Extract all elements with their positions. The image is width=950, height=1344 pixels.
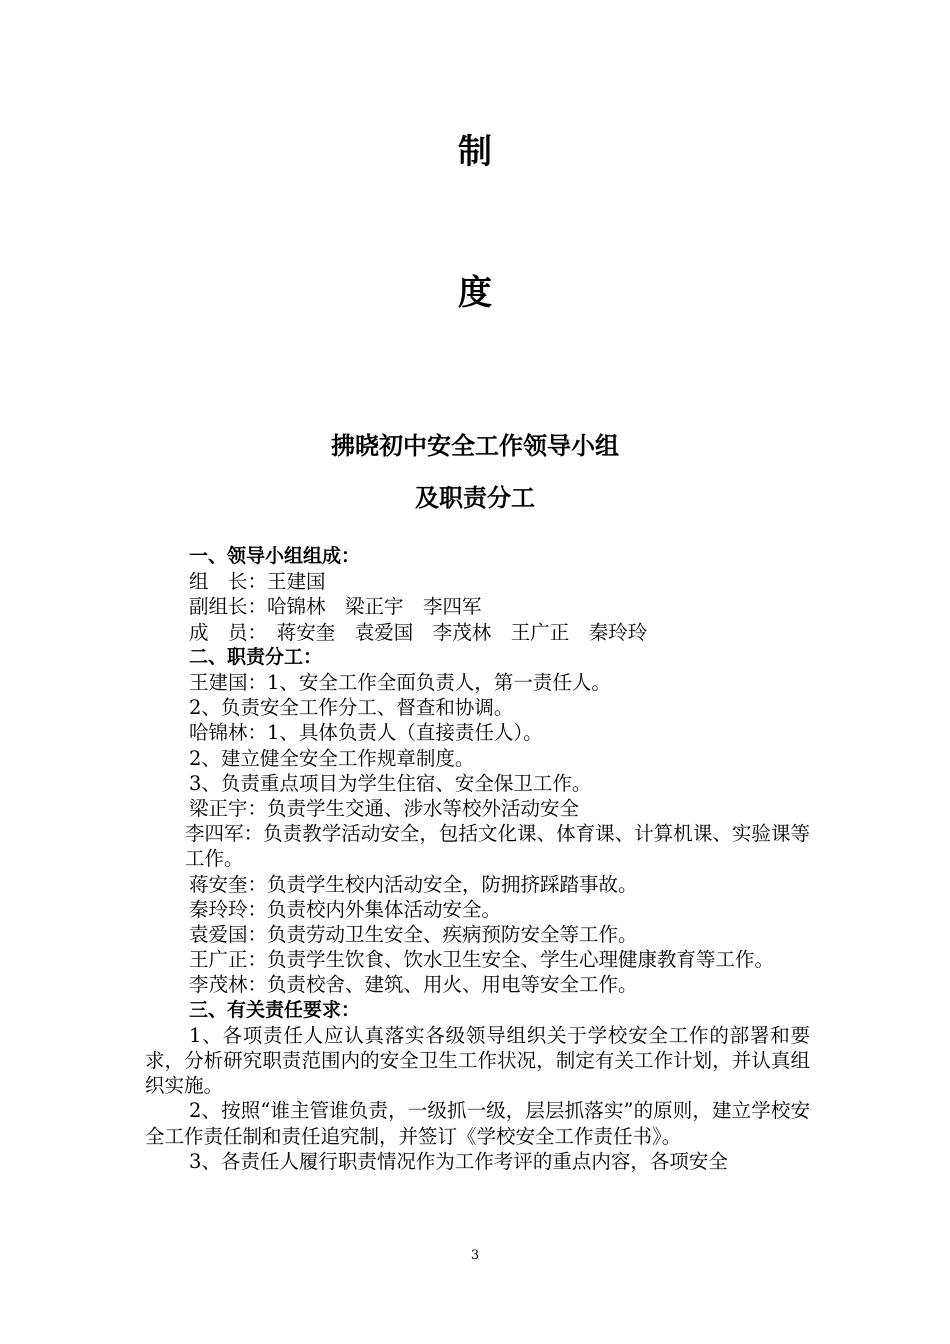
section-heading-organization: 一、领导小组组成：	[189, 545, 361, 567]
heading-char-zhi: 制	[458, 132, 492, 172]
document-title-line1: 拂晓初中安全工作领导小组	[331, 432, 619, 460]
duty-qin: 秦玲玲：负责校内外集体活动安全。	[189, 897, 502, 921]
deputy-line: 副组长：哈锦林 梁正宇 李四军	[189, 595, 482, 619]
duty-jiang: 蒋安奎：负责学生校内活动安全，防拥挤踩踏事故。	[189, 872, 638, 896]
requirement-paragraph: 2、按照“谁主管谁负责，一级抓一级，层层抓落实”的原则，建立学校安全工作责任制和责任追究制，并签订《学校安全工作责任书》。	[145, 1099, 810, 1148]
duty-liang: 梁正宇：负责学生交通、涉水等校外活动安全	[189, 797, 580, 821]
section-heading-duties: 二、职责分工：	[189, 645, 323, 668]
duty-yuan: 袁爱国：负责劳动卫生安全、疾病预防安全等工作。	[189, 923, 638, 947]
duty-wang-2: 2、负责安全工作分工、督查和协调。	[189, 696, 514, 720]
duty-ha-2: 2、建立健全安全工作规章制度。	[189, 746, 475, 770]
requirement-paragraph: 3、各责任人履行职责情况作为工作考评的重点内容，各项安全	[189, 1149, 728, 1173]
members-line: 成 员： 蒋安奎 袁爱国 李茂林 王广正 秦玲玲	[189, 620, 648, 644]
document-body	[145, 544, 810, 1174]
duty-ha-3: 3、负责重点项目为学生住宿、安全保卫工作。	[189, 771, 592, 795]
duty-li-sijun: 李四军：负责教学活动安全，包括文化课、体育课、计算机课、实验课等工作。	[185, 822, 810, 871]
duty-wang-1: 王建国：1、安全工作全面负责人，第一责任人。	[189, 671, 611, 695]
document-title-line2: 及职责分工	[415, 484, 535, 512]
duty-li-maolin: 李茂林：负责校舍、建筑、用火、用电等安全工作。	[189, 973, 638, 997]
requirement-paragraph: 1、各项责任人应认真落实各级领导组织关于学校安全工作的部署和要求，分析研究职责范围内的安全卫生工作状况，制定有关工作计划，并认真组织实施。	[145, 1023, 810, 1098]
section-heading-requirements: 三、有关责任要求：	[189, 998, 361, 1021]
duty-wang-guangzheng: 王广正：负责学生饮食、饮水卫生安全、学生心理健康教育等工作。	[189, 948, 775, 972]
page-number: 3	[470, 1248, 480, 1263]
duty-ha-1: 哈锦林：1、具体负责人（直接责任人）。	[189, 721, 543, 745]
heading-char-du: 度	[458, 273, 492, 313]
leader-line: 组 长：王建国	[189, 570, 326, 594]
